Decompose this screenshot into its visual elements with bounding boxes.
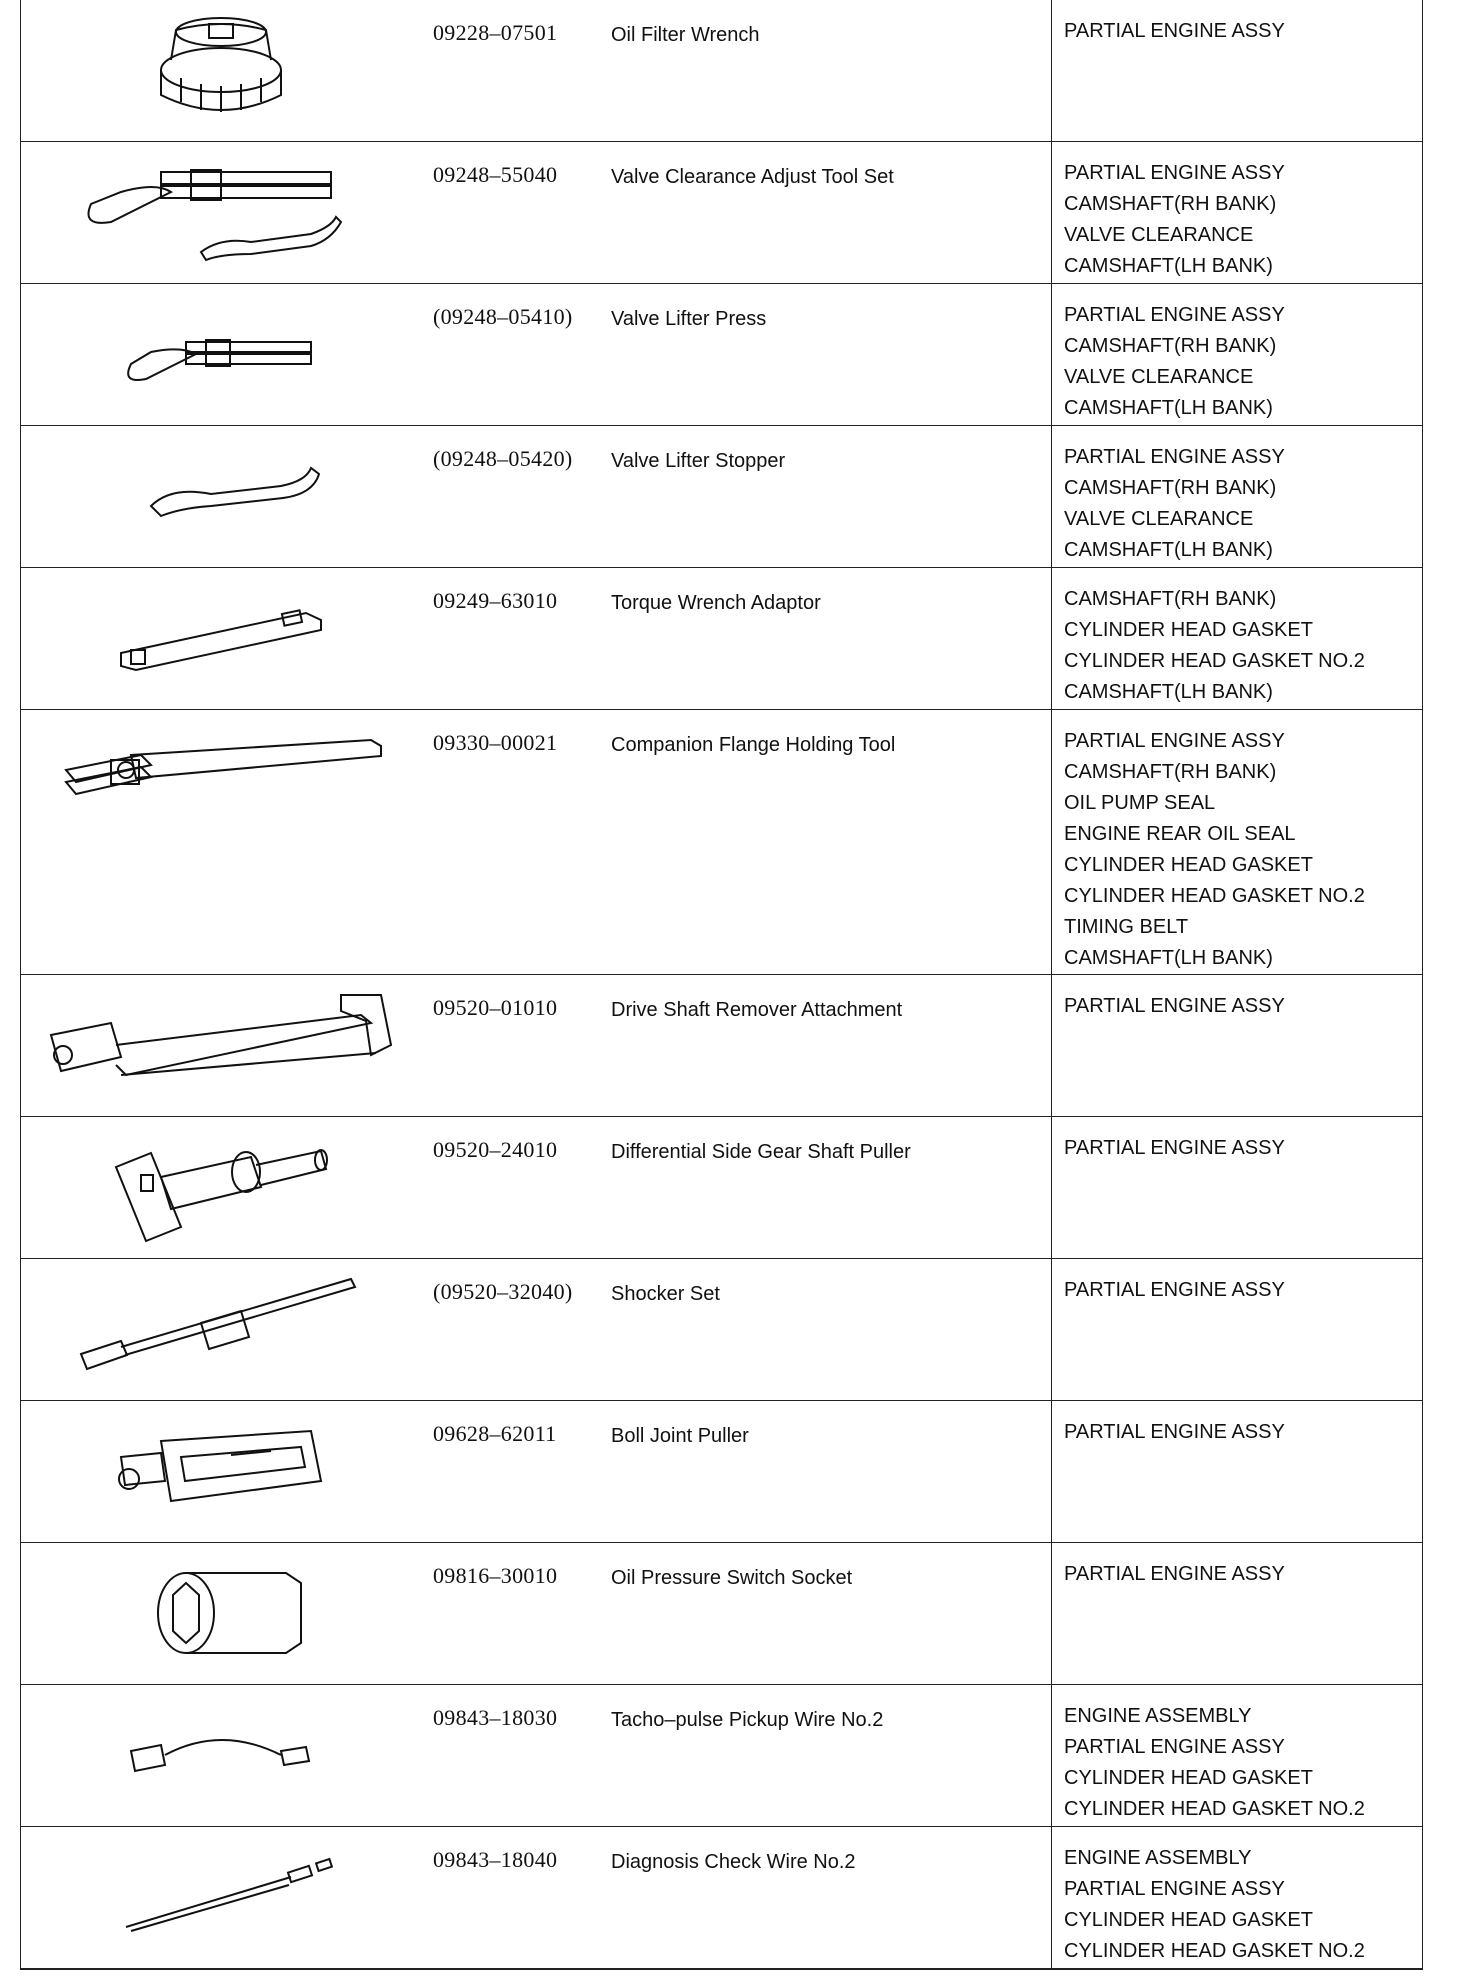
tool-name: Boll Joint Puller — [611, 1425, 749, 1447]
part-number-cell — [421, 284, 591, 426]
part-number-cell — [421, 1259, 591, 1401]
tool-name-cell — [591, 975, 1052, 1117]
usage-item: CAMSHAFT(LH BANK) — [1064, 255, 1273, 277]
part-number: 09843–18030 — [433, 1705, 558, 1730]
part-number-cell — [421, 1117, 591, 1259]
usage-cell — [1052, 1259, 1423, 1401]
usage-item: PARTIAL ENGINE ASSY — [1064, 1736, 1285, 1758]
tool-illustration-cell — [21, 710, 422, 975]
table-row — [21, 0, 1423, 142]
usage-item: PARTIAL ENGINE ASSY — [1064, 446, 1285, 468]
usage-item: CAMSHAFT(LH BANK) — [1064, 539, 1273, 561]
table-row — [21, 426, 1423, 568]
usage-cell — [1052, 975, 1423, 1117]
part-number: (09248–05410) — [433, 304, 573, 329]
usage-item: OIL PUMP SEAL — [1064, 792, 1216, 814]
tool-name: Diagnosis Check Wire No.2 — [611, 1851, 856, 1873]
usage-list — [1052, 1117, 1422, 1164]
usage-item: PARTIAL ENGINE ASSY — [1064, 1421, 1285, 1443]
usage-item: CAMSHAFT(LH BANK) — [1064, 681, 1273, 703]
usage-item: CYLINDER HEAD GASKET — [1064, 1909, 1313, 1931]
tool-illustration-cell — [21, 426, 422, 568]
usage-cell — [1052, 1401, 1423, 1543]
tool-name-cell — [591, 710, 1052, 975]
table-row — [21, 975, 1423, 1117]
tool-illustration-cell — [21, 975, 422, 1117]
part-number: (09248–05420) — [433, 446, 573, 471]
oil-pressure-switch-socket-icon — [21, 1543, 421, 1684]
table-row — [21, 1401, 1423, 1543]
tool-name: Torque Wrench Adaptor — [611, 592, 821, 614]
usage-cell — [1052, 426, 1423, 568]
usage-item: ENGINE REAR OIL SEAL — [1064, 823, 1296, 845]
part-number: 09330–00021 — [433, 730, 558, 755]
tool-name-cell — [591, 1117, 1052, 1259]
tool-name-cell — [591, 1685, 1052, 1827]
usage-list — [1052, 1401, 1422, 1448]
usage-cell — [1052, 0, 1423, 142]
tool-illustration-cell — [21, 1117, 422, 1259]
tool-name: Valve Clearance Adjust Tool Set — [611, 166, 894, 188]
usage-item: CAMSHAFT(RH BANK) — [1064, 761, 1277, 783]
usage-item: PARTIAL ENGINE ASSY — [1064, 1563, 1285, 1585]
usage-list — [1052, 1543, 1422, 1590]
usage-list — [1052, 284, 1422, 424]
tool-name-cell — [591, 568, 1052, 710]
usage-item: CAMSHAFT(LH BANK) — [1064, 397, 1273, 419]
tool-name: Valve Lifter Press — [611, 308, 767, 330]
shocker-set-icon — [21, 1259, 421, 1400]
part-number-cell — [421, 1401, 591, 1543]
part-number: 09248–55040 — [433, 162, 558, 187]
usage-cell — [1052, 142, 1423, 284]
tool-name-cell — [591, 0, 1052, 142]
tool-name: Valve Lifter Stopper — [611, 450, 786, 472]
part-number: 09628–62011 — [433, 1421, 557, 1446]
tool-name: Companion Flange Holding Tool — [611, 734, 896, 756]
usage-item: TIMING BELT — [1064, 916, 1189, 938]
drive-shaft-remover-attachment-icon — [21, 975, 421, 1116]
valve-lifter-stopper-icon — [21, 426, 421, 567]
usage-list — [1052, 1827, 1422, 1967]
boll-joint-puller-icon — [21, 1401, 421, 1542]
tool-name-cell — [591, 284, 1052, 426]
table-row — [21, 1685, 1423, 1827]
usage-cell — [1052, 1543, 1423, 1685]
usage-cell — [1052, 284, 1423, 426]
usage-item: CAMSHAFT(RH BANK) — [1064, 588, 1277, 610]
usage-item: VALVE CLEARANCE — [1064, 508, 1254, 530]
part-number: 09249–63010 — [433, 588, 558, 613]
table-row — [21, 1543, 1423, 1685]
tool-name: Drive Shaft Remover Attachment — [611, 999, 903, 1021]
tool-name-cell — [591, 426, 1052, 568]
tools-table — [20, 0, 1423, 1970]
companion-flange-holding-tool-icon — [21, 710, 421, 968]
usage-item: CAMSHAFT(RH BANK) — [1064, 477, 1277, 499]
usage-item: PARTIAL ENGINE ASSY — [1064, 995, 1285, 1017]
usage-item: ENGINE ASSEMBLY — [1064, 1847, 1252, 1869]
tool-name: Differential Side Gear Shaft Puller — [611, 1141, 911, 1163]
part-number-cell — [421, 975, 591, 1117]
tool-illustration-cell — [21, 1543, 422, 1685]
part-number-cell — [421, 426, 591, 568]
table-row — [21, 1827, 1423, 1970]
part-number: 09520–01010 — [433, 995, 558, 1020]
usage-item: CYLINDER HEAD GASKET NO.2 — [1064, 885, 1365, 907]
usage-item: PARTIAL ENGINE ASSY — [1064, 20, 1285, 42]
valve-clearance-tool-set-icon — [21, 142, 421, 283]
tool-illustration-cell — [21, 284, 422, 426]
tool-illustration-cell — [21, 1259, 422, 1401]
tool-name: Oil Filter Wrench — [611, 24, 760, 46]
tool-name: Tacho–pulse Pickup Wire No.2 — [611, 1709, 884, 1731]
usage-list — [1052, 426, 1422, 566]
diagnosis-check-wire-icon — [21, 1827, 421, 1968]
part-number-cell — [421, 0, 591, 142]
tool-name: Oil Pressure Switch Socket — [611, 1567, 853, 1589]
usage-item: CYLINDER HEAD GASKET NO.2 — [1064, 1798, 1365, 1820]
usage-list — [1052, 568, 1422, 708]
part-number-cell — [421, 710, 591, 975]
usage-item: PARTIAL ENGINE ASSY — [1064, 162, 1285, 184]
usage-cell — [1052, 1827, 1423, 1970]
part-number-cell — [421, 142, 591, 284]
table-row — [21, 1117, 1423, 1259]
usage-list — [1052, 710, 1422, 974]
usage-item: PARTIAL ENGINE ASSY — [1064, 304, 1285, 326]
usage-item: CAMSHAFT(RH BANK) — [1064, 193, 1277, 215]
table-row — [21, 1259, 1423, 1401]
special-service-tools-sheet — [20, 0, 1420, 1984]
usage-list — [1052, 975, 1422, 1022]
usage-list — [1052, 1685, 1422, 1825]
part-number: (09520–32040) — [433, 1279, 573, 1304]
tool-name: Shocker Set — [611, 1283, 720, 1305]
usage-item: PARTIAL ENGINE ASSY — [1064, 1137, 1285, 1159]
oil-filter-wrench-icon — [21, 0, 421, 141]
usage-list — [1052, 142, 1422, 282]
usage-item: ENGINE ASSEMBLY — [1064, 1705, 1252, 1727]
part-number: 09843–18040 — [433, 1847, 558, 1872]
usage-item: PARTIAL ENGINE ASSY — [1064, 730, 1285, 752]
part-number-cell — [421, 1827, 591, 1970]
usage-cell — [1052, 1117, 1423, 1259]
usage-cell — [1052, 710, 1423, 975]
part-number-cell — [421, 1685, 591, 1827]
part-number-cell — [421, 1543, 591, 1685]
table-row — [21, 142, 1423, 284]
tacho-pulse-pickup-wire-icon — [21, 1685, 421, 1826]
usage-item: VALVE CLEARANCE — [1064, 366, 1254, 388]
usage-cell — [1052, 1685, 1423, 1827]
torque-wrench-adaptor-icon — [21, 568, 421, 709]
usage-cell — [1052, 568, 1423, 710]
tool-illustration-cell — [21, 568, 422, 710]
usage-list — [1052, 0, 1422, 47]
usage-item: CYLINDER HEAD GASKET — [1064, 1767, 1313, 1789]
table-row — [21, 710, 1423, 975]
usage-item: VALVE CLEARANCE — [1064, 224, 1254, 246]
part-number-cell — [421, 568, 591, 710]
tool-name-cell — [591, 142, 1052, 284]
usage-item: PARTIAL ENGINE ASSY — [1064, 1878, 1285, 1900]
usage-item: CYLINDER HEAD GASKET — [1064, 854, 1313, 876]
usage-item: CYLINDER HEAD GASKET — [1064, 619, 1313, 641]
usage-item: CAMSHAFT(RH BANK) — [1064, 335, 1277, 357]
tool-illustration-cell — [21, 142, 422, 284]
tool-illustration-cell — [21, 0, 422, 142]
part-number: 09520–24010 — [433, 1137, 558, 1162]
differential-side-gear-shaft-puller-icon — [21, 1117, 421, 1258]
usage-item: CYLINDER HEAD GASKET NO.2 — [1064, 1940, 1365, 1962]
tool-illustration-cell — [21, 1827, 422, 1970]
part-number: 09228–07501 — [433, 20, 558, 45]
usage-item: CAMSHAFT(LH BANK) — [1064, 947, 1273, 969]
valve-lifter-press-icon — [21, 284, 421, 425]
usage-item: CYLINDER HEAD GASKET NO.2 — [1064, 650, 1365, 672]
tool-name-cell — [591, 1543, 1052, 1685]
table-row — [21, 284, 1423, 426]
tool-name-cell — [591, 1827, 1052, 1970]
tool-illustration-cell — [21, 1401, 422, 1543]
tool-illustration-cell — [21, 1685, 422, 1827]
usage-list — [1052, 1259, 1422, 1306]
part-number: 09816–30010 — [433, 1563, 558, 1588]
usage-item: PARTIAL ENGINE ASSY — [1064, 1279, 1285, 1301]
table-row — [21, 568, 1423, 710]
tool-name-cell — [591, 1259, 1052, 1401]
tool-name-cell — [591, 1401, 1052, 1543]
